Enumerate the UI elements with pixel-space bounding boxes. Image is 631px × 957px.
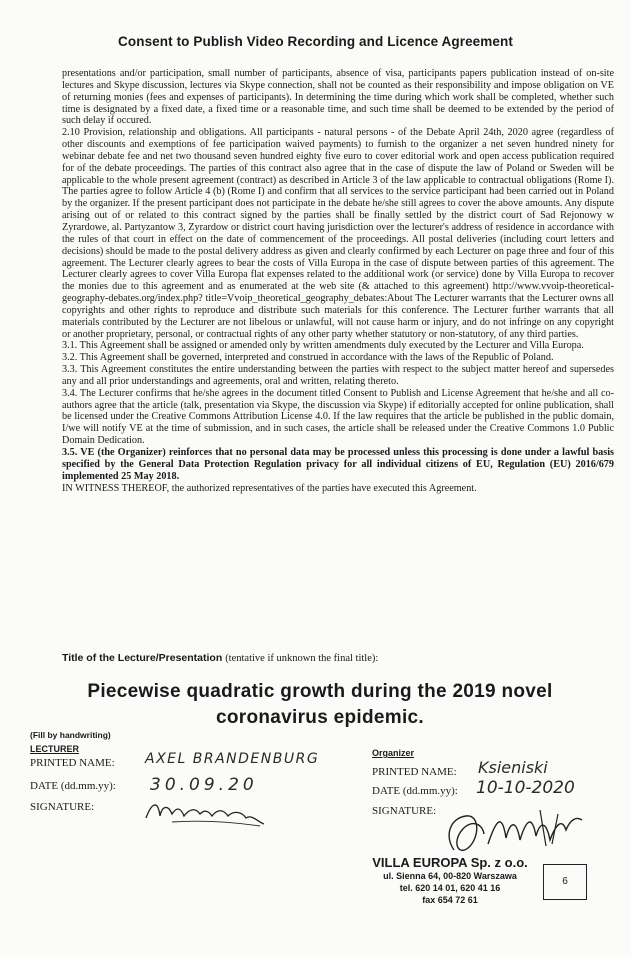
paragraph-intro: presentations and/or participation, small number of participants, absence of visa, participants papers publication instead of on-site lectures and Skype discussion, lectures via Skype connection, shall not be counted as their responsibility and impose obligation on VE of returning monies (fees and expenses of participants). In determining the time during which work shall be completed, whether such time is designated by a fixed date, a fixed time or a reasonable time, and such time shall be deemed to be extended by the period of such delay if occured. — [62, 68, 614, 127]
agreement-body — [62, 68, 614, 494]
stamp-fax: fax 654 72 61 — [422, 895, 478, 905]
paragraph-2-10: 2.10 Provision, relationship and obligations. All participants - natural persons - of the Debate April 24th, 2020 agree (regardless of other discounts and exemptions of fee participation waived payments) to furnish to the organizer a net seven hundred ninety for webinar debate fee and net two thousand seven hundred eighty five euro to cover editorial work and open access publication required for of the debate proceedings. The parties of this contract also agree that in the case of dispute the law of Poland or Sweden will be applicable to the whole present agreement (contract) as described in Article 3 of the law applicable to contractual obligations (Rome I). The parties agree to follow Article 4 (b) (Rome I) and confirm that all services to the service participant had been carried out in Poland by the organizer. If the present participant does not participate in the debate he/she still agrees to cover the above amounts. Any dispute arising out of or related to this contract signed by the parties shall be finally settled by the district court of Sad Rejonowy w Zyrardowe, al. Partyzantow 3, Zyrardow or district court having jurisdiction over the lecturer's address of residence in accordance with the rules of that court in effect on the date of commencement of the proceedings. All postal deliveries (including court letters and decisions) should be made to the postal delivery address as given and clearly confirmed by each Lecturer on page three and four of this agreement. The Lecturer clearly agrees to bear the costs of Villa Europa in the case of dispute between parties of this agreement. The Lecturer clearly agrees to cover Villa Europa flat expenses related to the additional work (or service) done by Villa Europa to recover the monies due to this agreement and as enumerated at the web site (& attached to this agreement) http://www.vvoip-theoretical-geography-debates.org/index.php? title=Vvoip_theoretical_geography_debates:About The Lecturer warrants that the Lecturer owns all copyrights and other rights to reproduce and distribute such materials for this conference. The Lecturer further warrants that all materials contributed by the Lecturer are not libelous or unlawful, will not cause harm or injury, and do not infringe on any copyright or another proprietary, personal, or contractual rights of any other party whether statutory or non-statutory, of any third parties. — [62, 127, 614, 340]
fill-note: (Fill by handwriting) — [30, 730, 111, 740]
organizer-printed-name-label: PRINTED NAME: — [372, 766, 457, 778]
lecture-title-line2: coronavirus epidemic. — [216, 707, 424, 728]
paragraph-3-2: 3.2. This Agreement shall be governed, interpreted and construed in accordance with the laws of the Republic of Poland. — [62, 352, 554, 364]
lecturer-date-label: DATE (dd.mm.yy): — [30, 780, 116, 792]
lecture-heading-label: Title of the Lecture/Presentation — [62, 652, 223, 664]
organizer-signature — [440, 800, 590, 858]
lecturer-date-value: 30.09.20 — [150, 775, 258, 795]
paragraph-3-1: 3.1. This Agreement shall be assigned or amended only by written amendments duly executed by the Lecturer and Villa Europa. — [62, 340, 584, 352]
lecture-heading — [62, 652, 622, 664]
stamp-company-name: VILLA EUROPA Sp. z o.o. — [372, 855, 528, 870]
lecturer-printed-name-label: PRINTED NAME: — [30, 757, 115, 769]
lecturer-printed-name-value: AXEL BRANDENBURG — [145, 751, 320, 767]
lecturer-signature-label: SIGNATURE: — [30, 801, 95, 813]
paragraph-witness: IN WITNESS THEREOF, the authorized representatives of the parties have executed this Agreement. — [62, 482, 477, 494]
lecturer-signature — [142, 796, 272, 830]
document-title: Consent to Publish Video Recording and Licence Agreement — [118, 34, 513, 49]
organizer-heading: Organizer — [372, 748, 415, 758]
paragraph-3-3: 3.3. This Agreement constitutes the entire understanding between the parties with respect to the subject matter hereof and supersedes any and all prior understandings and agreements, oral and written, relating thereto. — [62, 364, 614, 387]
paragraph-3-4: 3.4. The Lecturer confirms that he/she agrees in the document titled Consent to Publish and License Agreement that he/she and all co-authors agree that the article (talk, presentation via Skype, the discussion via Skype) if editorially accepted for online publication, shall be licensed under the Creative Commons Attribution License 4.0. If the law requires that the article be published in the public domain, I/we will notify VE at the time of submission, and in such cases, the article shall be released under the Creative Commons 1.0 Public Domain Dedication. — [62, 387, 614, 447]
lecture-title-line1: Piecewise quadratic growth during the 2019 novel — [87, 681, 553, 702]
lecturer-heading: LECTURER — [30, 744, 79, 754]
page-number: 6 — [543, 864, 587, 900]
organizer-signature-label: SIGNATURE: — [372, 805, 437, 817]
stamp-address: ul. Sienna 64, 00-820 Warszawa — [383, 871, 517, 881]
organizer-date-label: DATE (dd.mm.yy): — [372, 785, 458, 797]
lecture-title — [20, 679, 620, 731]
organizer-date-value: 10-10-2020 — [476, 778, 575, 798]
organizer-printed-name-value: Ksieniski — [478, 758, 548, 777]
paragraph-3-5: 3.5. VE (the Organizer) reinforces that no personal data may be processed unless this processing is done under a lawful basis specified by the General Data Protection Regulation privacy for all individual citizens of EU, Regulation (EU) 2016/679 implemented 25 May 2018. — [62, 447, 614, 482]
stamp-tel: tel. 620 14 01, 620 41 16 — [399, 883, 501, 893]
company-stamp — [355, 855, 545, 906]
lecture-heading-note: (tentative if unknown the final title): — [225, 653, 379, 664]
